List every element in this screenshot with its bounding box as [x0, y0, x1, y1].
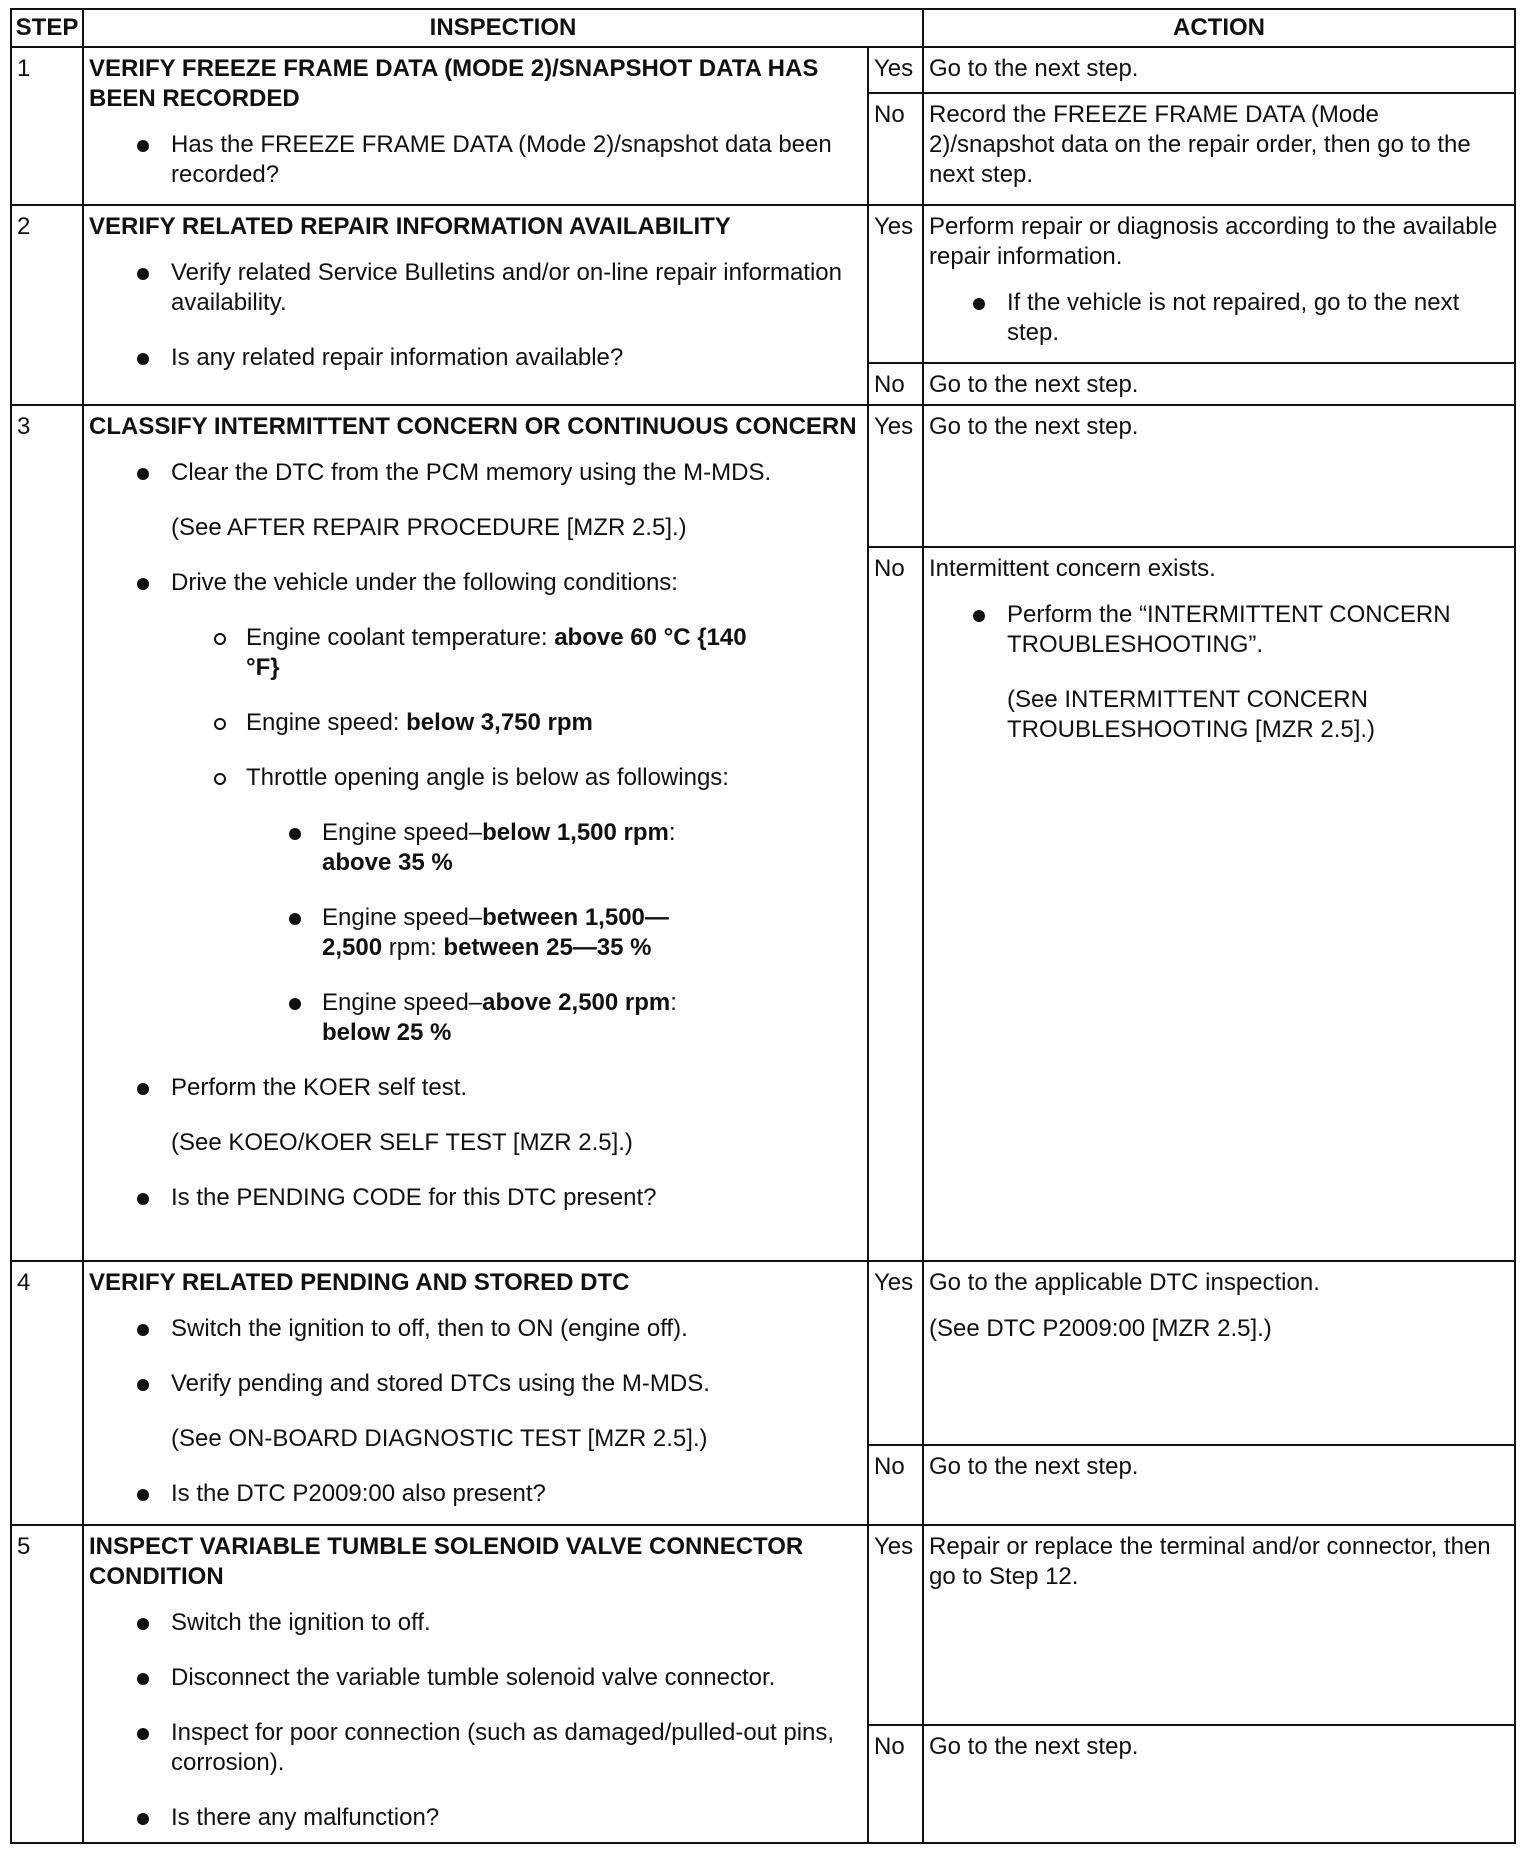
yes-label: Yes: [868, 47, 923, 93]
step-number: 4: [11, 1261, 83, 1525]
inspection-cell: [83, 205, 868, 405]
reference-text: (See DTC P2009:00 [MZR 2.5].): [929, 1315, 1272, 1342]
list-item: Has the FREEZE FRAME DATA (Mode 2)/snapshot data been recorded?: [89, 130, 862, 190]
list-item: Is there any malfunction?: [89, 1803, 862, 1833]
step-title: VERIFY RELATED REPAIR INFORMATION AVAILABILITY: [89, 213, 731, 240]
step-title: VERIFY FREEZE FRAME DATA (MODE 2)/SNAPSHOT DATA HAS BEEN RECORDED: [89, 55, 819, 112]
list-item: Engine speed–below 1,500 rpm: above 35 %: [89, 818, 862, 878]
inspection-column-header: INSPECTION: [83, 9, 923, 47]
no-action: Record the FREEZE FRAME DATA (Mode 2)/snapshot data on the repair order, then go to the next step.: [923, 93, 1515, 205]
list-item: Drive the vehicle under the following conditions:: [89, 568, 862, 598]
inspection-cell: [83, 1525, 868, 1843]
yes-action: Perform repair or diagnosis according to the available repair information.: [929, 213, 1498, 270]
inspection-cell: [83, 405, 868, 1261]
list-item: Perform the “INTERMITTENT CONCERN TROUBLESHOOTING”.: [929, 600, 1509, 660]
table-row: [11, 405, 1515, 547]
no-action: Intermittent concern exists.: [929, 555, 1216, 582]
list-item: Inspect for poor connection (such as damaged/pulled-out pins, corrosion).: [89, 1718, 862, 1778]
reference-text: (See KOEO/KOER SELF TEST [MZR 2.5].): [171, 1129, 633, 1156]
list-item: Switch the ignition to off.: [89, 1608, 862, 1638]
no-label: No: [868, 1445, 923, 1525]
yes-action: Go to the applicable DTC inspection.: [929, 1269, 1320, 1296]
no-action: Go to the next step.: [923, 363, 1515, 405]
table-row: [11, 1525, 1515, 1725]
step-title: CLASSIFY INTERMITTENT CONCERN OR CONTINUOUS CONCERN: [89, 413, 857, 440]
list-item: If the vehicle is not repaired, go to the next step.: [929, 288, 1509, 348]
table-row: [11, 205, 1515, 363]
yes-action: Go to the next step.: [923, 47, 1515, 93]
no-action: Go to the next step.: [923, 1445, 1515, 1525]
yes-label: Yes: [868, 205, 923, 363]
reference-text: (See INTERMITTENT CONCERN TROUBLESHOOTING [MZR 2.5].): [1007, 686, 1376, 743]
yes-action-cell: [923, 1261, 1515, 1445]
no-label: No: [868, 93, 923, 205]
yes-action-cell: [923, 205, 1515, 363]
list-item: Clear the DTC from the PCM memory using the M-MDS.: [89, 458, 862, 488]
list-item: Verify related Service Bulletins and/or on-line repair information availability.: [89, 258, 862, 318]
list-item: Perform the KOER self test.: [89, 1073, 862, 1103]
step-number: 3: [11, 405, 83, 1261]
no-action: Go to the next step.: [923, 1725, 1515, 1843]
no-action-cell: [923, 547, 1515, 1261]
no-label: No: [868, 363, 923, 405]
inspection-cell: [83, 1261, 868, 1525]
step-number: 5: [11, 1525, 83, 1843]
list-item: Verify pending and stored DTCs using the M-MDS.: [89, 1369, 862, 1399]
diagnostic-procedure-table: [10, 8, 1516, 1844]
action-column-header: ACTION: [923, 9, 1515, 47]
step-title: VERIFY RELATED PENDING AND STORED DTC: [89, 1269, 630, 1296]
list-item: Disconnect the variable tumble solenoid valve connector.: [89, 1663, 862, 1693]
list-item: Is the DTC P2009:00 also present?: [89, 1479, 862, 1509]
reference-text: (See AFTER REPAIR PROCEDURE [MZR 2.5].): [171, 514, 687, 541]
no-label: No: [868, 547, 923, 1261]
list-item: Is the PENDING CODE for this DTC present?: [89, 1183, 862, 1213]
yes-label: Yes: [868, 405, 923, 547]
reference-text: (See ON-BOARD DIAGNOSTIC TEST [MZR 2.5].): [171, 1425, 708, 1452]
list-item: Engine speed: below 3,750 rpm: [89, 708, 862, 738]
yes-label: Yes: [868, 1525, 923, 1725]
table-header-row: [11, 9, 1515, 47]
list-item: Engine speed–above 2,500 rpm: below 25 %: [89, 988, 862, 1048]
list-item: Switch the ignition to off, then to ON (engine off).: [89, 1314, 862, 1344]
inspection-cell: [83, 47, 868, 205]
table-row: [11, 47, 1515, 93]
step-number: 1: [11, 47, 83, 205]
table-row: [11, 1261, 1515, 1445]
yes-action: Repair or replace the terminal and/or connector, then go to Step 12.: [923, 1525, 1515, 1725]
step-column-header: STEP: [11, 9, 83, 47]
yes-action: Go to the next step.: [923, 405, 1515, 547]
step-number: 2: [11, 205, 83, 405]
list-item: Engine speed–between 1,500—2,500 rpm: between 25—35 %: [89, 903, 862, 963]
list-item: Throttle opening angle is below as followings:: [89, 763, 862, 793]
yes-label: Yes: [868, 1261, 923, 1445]
step-title: INSPECT VARIABLE TUMBLE SOLENOID VALVE CONNECTOR CONDITION: [89, 1533, 804, 1590]
list-item: Is any related repair information available?: [89, 343, 862, 373]
list-item: Engine coolant temperature: above 60 °C {140 °F}: [89, 623, 862, 683]
no-label: No: [868, 1725, 923, 1843]
